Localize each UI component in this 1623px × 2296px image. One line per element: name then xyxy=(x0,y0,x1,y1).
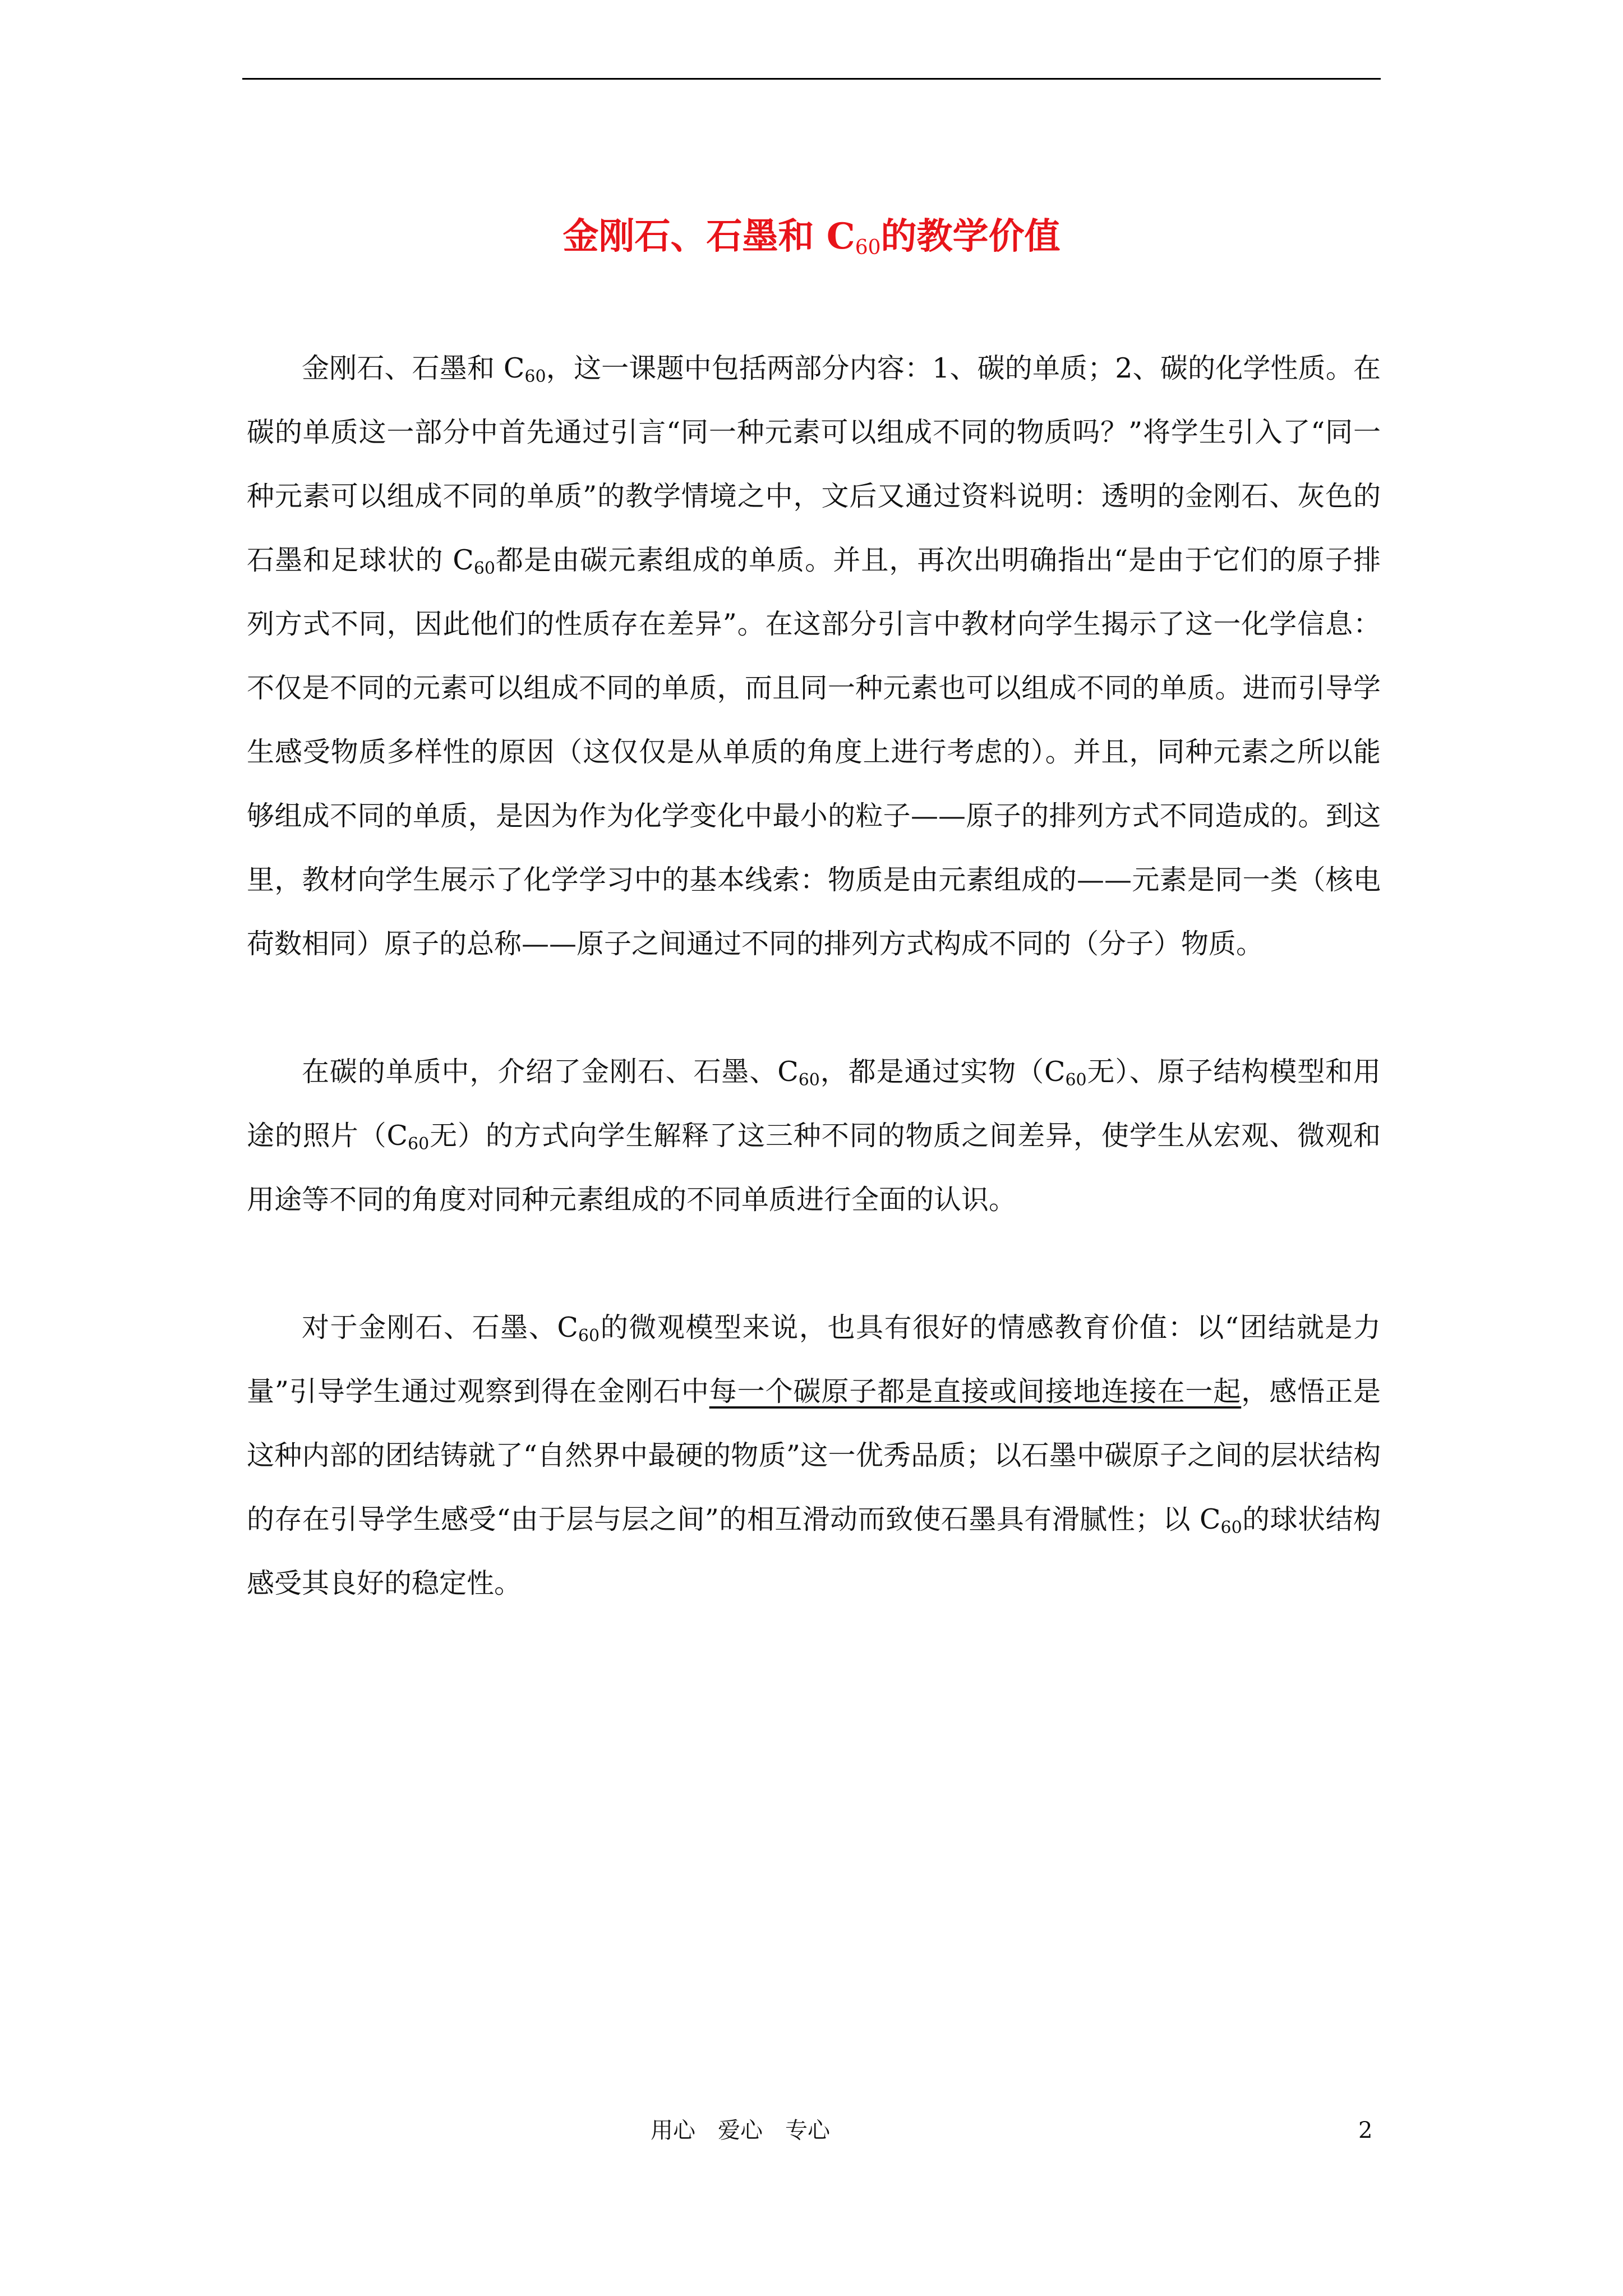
p3-text-4: 的球状结构感受其良好的稳定性。 xyxy=(247,1503,1381,1599)
p2-subscript-1: 60 xyxy=(798,1070,820,1090)
p1-text-3: 都是由碳元素组成的单质。并且，再次出明确指出“是由于它们的原子排列方式不同，因此他们的性质存在差异”。在这部分引言中教材向学生揭示了这一化学信息：不仅是不同的元素可以组成不同的单质，而且同一种元素也可以组成不同的单质。进而引导学生感受物质多样性的原因（这仅仅是从单质的角度上进行考虑的）。并且，同种元素之所以能够组成不同的单质，是因为作为化学变化中最小的粒子——原子的排列方式不同造成的。到这里，教材向学生展示了化学学习中的基本线索：物质是由元素组成的——元素是同一类（核电荷数相同）原子的总称——原子之间通过不同的排列方式构成不同的（分子）物质。 xyxy=(247,544,1381,960)
p3-text-3: ，感悟正是这种内部的团结铸就了“自然界中最硬的物质”这一优秀品质；以石墨中碳原子之间的层状结构的存在引导学生感受“由于层与层之间”的相互滑动而致使石墨具有滑腻性；以 C xyxy=(247,1375,1381,1535)
p3-text-1: 对于金刚石、石墨、C xyxy=(302,1312,578,1343)
paragraph-1 xyxy=(247,337,1381,976)
page-title xyxy=(242,209,1381,265)
title-prefix: 金刚石、石墨和 C xyxy=(562,215,855,257)
paragraph-gap xyxy=(247,1232,1381,1296)
title-subscript: 60 xyxy=(855,236,881,259)
p1-text-2: ，这一课题中包括两部分内容：1、碳的单质；2、碳的化学性质。在碳的单质这一部分中首先通过引言“同一种元素可以组成不同的物质吗？”将学生引入了“同一种元素可以组成不同的单质”的教学情境之中，文后又通过资料说明：透明的金刚石、灰色的石墨和足球状的 C xyxy=(247,352,1381,576)
paragraph-2 xyxy=(247,1040,1381,1232)
paragraph-gap xyxy=(247,976,1381,1040)
title-suffix: 的教学价值 xyxy=(880,215,1061,257)
p3-underlined-text: 每一个碳原子都是直接或间接地连接在一起 xyxy=(709,1375,1242,1407)
p2-text-1: 在碳的单质中，介绍了金刚石、石墨、C xyxy=(302,1056,799,1088)
page-number: 2 xyxy=(1358,2118,1373,2143)
p2-subscript-3: 60 xyxy=(408,1134,430,1154)
p2-text-4: 无）的方式向学生解释了这三种不同的物质之间差异，使学生从宏观、微观和用途等不同的角度对同种元素组成的不同单质进行全面的认识。 xyxy=(247,1120,1381,1216)
p2-text-3: 无）、原子结构模型和用途的照片（C xyxy=(247,1056,1381,1152)
p1-subscript-1: 60 xyxy=(524,367,546,386)
header-rule xyxy=(242,78,1381,80)
p3-subscript-2: 60 xyxy=(1220,1518,1242,1538)
p1-text-1: 金刚石、石墨和 C xyxy=(302,352,525,384)
p3-text-2: 的微观模型来说，也具有很好的情感教育价值：以“团结就是力量”引导学生通过观察到得在金刚石中 xyxy=(247,1312,1381,1407)
p3-subscript-1: 60 xyxy=(578,1326,600,1346)
p1-subscript-2: 60 xyxy=(473,559,495,578)
footer-motto: 用心 爱心 专心 xyxy=(651,2118,830,2143)
article-body xyxy=(247,337,1381,1616)
paragraph-3 xyxy=(247,1296,1381,1616)
p2-text-2: ，都是通过实物（C xyxy=(819,1056,1066,1088)
p2-subscript-2: 60 xyxy=(1065,1070,1087,1090)
